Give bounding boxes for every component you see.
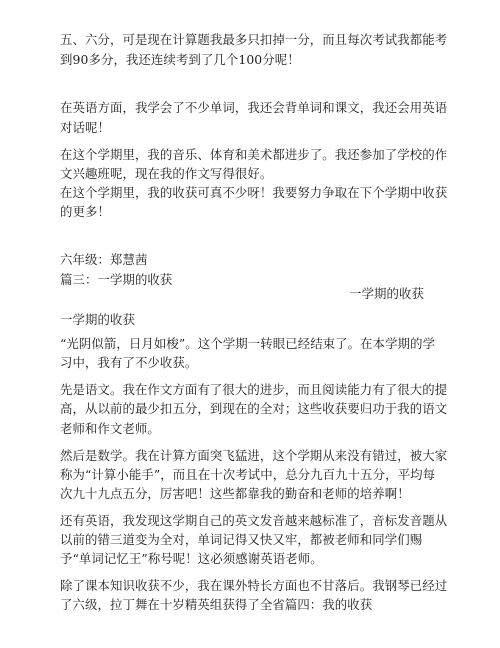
paragraph-line: 到90多分，我还连续考到了几个100分呢！	[60, 52, 300, 67]
paragraph-line: 先是语文。我在作文方面有了很大的进步，而且阅读能力有了很大的提	[60, 382, 448, 397]
paragraph-line: 在这个学期里，我的收获可真不少呀！我要努力争取在下个学期中收获	[60, 185, 448, 200]
essay-title: 一学期的收获	[60, 312, 135, 327]
paragraph-line: 在英语方面，我学会了不少单词，我还会背单词和课文，我还会用英语	[60, 100, 448, 115]
paragraph-line: 以前的错三道变为全对，单词记得又快又牢，都被老师和同学们赐	[60, 532, 423, 547]
paragraph-line: 除了课本知识收获不少，我在课外特长方面也不甘落后。我钢琴已经过	[60, 578, 448, 593]
paragraph-line: 次九十九点五分，厉害吧！这些都靠我的勤奋和老师的培养啊！	[60, 486, 410, 501]
paragraph-line: 然后是数学。我在计算方面突飞猛进，这个学期从来没有错过，被大家	[60, 448, 448, 463]
paragraph-line: 高，从以前的最少扣五分，到现在的全对；这些收获要归功于我的语文	[60, 401, 448, 416]
paragraph-line: 文兴趣班呢，现在我的作文写得很好。	[60, 166, 273, 181]
signature: 六年级：郑慧茜	[60, 252, 148, 267]
paragraph-line: 予“单词记忆王”称号呢！这必须感谢英语老师。	[60, 551, 323, 566]
paragraph-line: “光阴似箭，日月如梭”。这个学期一转眼已经结束了。在本学期的学	[60, 336, 436, 351]
section-heading: 篇三：一学期的收获	[60, 272, 173, 287]
paragraph-line: 习中，我有了不少收获。	[60, 355, 198, 370]
paragraph-line: 称为“计算小能手”，而且在十次考试中，总分九百九十五分，平均每	[60, 467, 436, 482]
paragraph-line: 了六级，拉丁舞在十岁精英组获得了全省篇四：我的收获	[60, 597, 373, 612]
paragraph-line: 老师和作文老师。	[60, 421, 160, 436]
paragraph-line: 还有英语，我发现这学期自己的英文发音越来越标准了，音标发音题从	[60, 513, 448, 528]
right-title: 一学期的收获	[349, 286, 424, 301]
paragraph-line: 的更多！	[60, 204, 110, 219]
paragraph-line: 在这个学期里，我的音乐、体育和美术都进步了。我还参加了学校的作	[60, 147, 448, 162]
paragraph-line: 五、六分，可是现在计算题我最多只扣掉一分，而且每次考试我都能考	[60, 32, 448, 47]
paragraph-line: 对话呢！	[60, 120, 110, 135]
